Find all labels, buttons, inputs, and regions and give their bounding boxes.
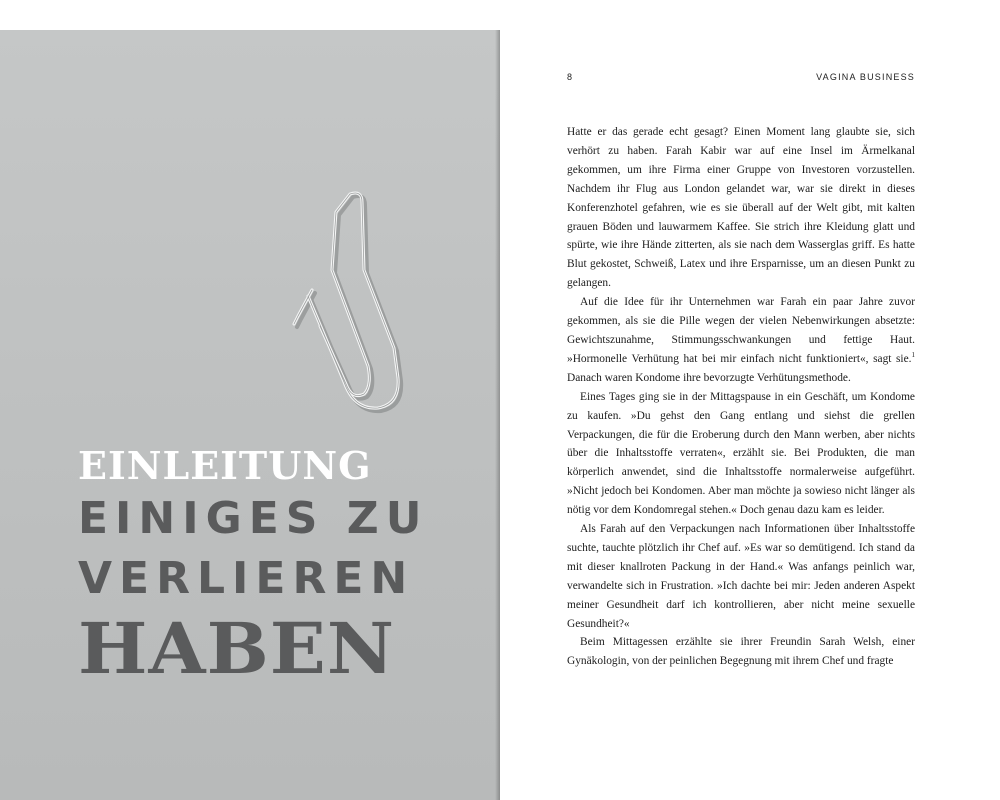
paragraph: Beim Mittagessen erzählte sie ihrer Freundin Sarah Welsh, einer Gynäkologin, von der peinlichen Begegnung mit ihrem Chef und fragte <box>567 636 915 668</box>
body-text <box>567 123 915 671</box>
paperclip-icon <box>260 120 420 440</box>
paragraph: Hatte er das gerade echt gesagt? Einen Moment lang glaubte sie, sich verhört zu haben. Farah Kabir war auf eine Insel im Ärmelkanal gekommen, um ihre Firma einer Gruppe von Investoren vorzustellen. Nachdem ihr Flug aus London gelandet war, war sie direkt in dieses Konferenzhotel gefahren, wie es sie überall auf der Welt gibt, mit kalten grauen Böden und lauwarmem Kaffee. Sie strich ihre Kleidung glatt und spürte, wie ihre Hände zitterten, als sie nach dem Wasserglas griff. Es hatte Blut gekostet, Schweiß, Latex und ihre Ersparnisse, um an diesen Punkt zu gelangen. <box>567 126 915 290</box>
paragraph: Eines Tages ging sie in der Mittagspause in ein Geschäft, um Kondome zu kaufen. »Du gehst den Gang entlang und siehst die grellen Verpackungen, die für die Eroberung durch den Mann werben, aber nichts über die Inhaltsstoffe verraten«, erzählt sie. Bei Produkten, die man körperlich anwendet, sind die Inhaltsstoffe normalerweise aufgeführt. »Nicht jedoch bei Kondomen. Aber man möchte ja sowieso nicht länger als nötig vor dem Kondomregal stehen.« Doch genau dazu kam es leider. <box>567 390 915 517</box>
chapter-title-line-3: HABEN <box>78 607 396 690</box>
page-number: 8 <box>567 72 574 82</box>
chapter-title-line-2: VERLIEREN <box>78 553 415 604</box>
footnote-marker[interactable]: 1 <box>911 351 915 360</box>
running-title: VAGINA BUSINESS <box>816 72 915 82</box>
paragraph-text: Danach waren Kondome ihre bevorzugte Verhütungsmethode. <box>567 371 851 384</box>
paragraph: Als Farah auf den Verpackungen nach Informationen über Inhaltsstoffe suchte, tauchte plötzlich ihr Chef auf. »Es war so demütigend. Ich stand da mit dieser knallroten Packung in der Hand.« Was anfangs peinlich war, verwandelte sich in Frustration. »Ich dachte bei mir: Jeden anderen Aspekt meiner Gesundheit darf ich kontrollieren, aber nicht meine sexuelle Gesundheit?« <box>567 523 915 630</box>
chapter-title <box>78 443 488 689</box>
chapter-title-line-1: EINIGES ZU <box>78 493 429 544</box>
chapter-kicker: EINLEITUNG <box>78 443 372 488</box>
left-page <box>0 30 500 800</box>
right-page <box>500 30 1000 800</box>
paragraph-text: Auf die Idee für ihr Unternehmen war Farah ein paar Jahre zuvor gekommen, als sie die Pille wegen der vielen Nebenwirkungen absetzte: Gewichtszunahme, Stimmungsschwankungen und fettige Haut. »Hormonelle Verhütung hat bei mir einfach nicht funktioniert«, sagt sie. <box>567 296 915 365</box>
paragraph <box>567 293 915 388</box>
